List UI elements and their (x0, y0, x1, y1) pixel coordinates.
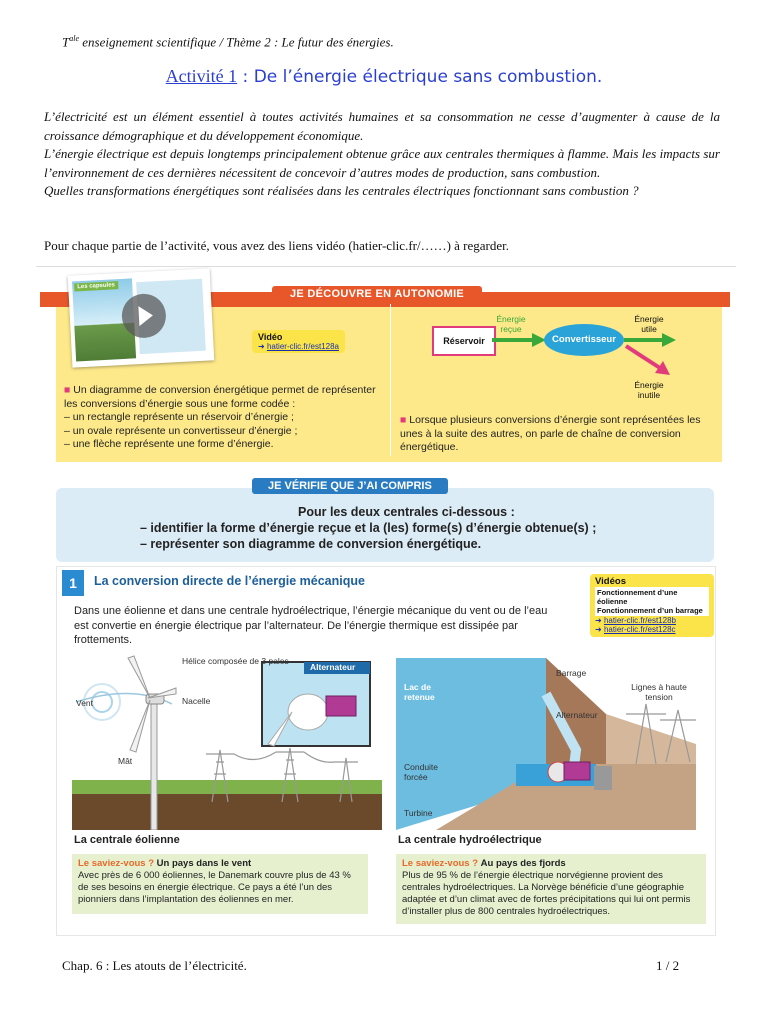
panel-divider (390, 304, 391, 456)
page-title: Activité 1 : De l’énergie électrique sans combustion. (165, 66, 603, 87)
caption-hydro: La centrale hydroélectrique (398, 834, 542, 846)
intro-text: L’électricité est un élément essentiel à toutes activités humaines et sa consommation ne cesse d’augmenter à cause de la croissance démographique et du développement économique. L’énergie électrique est depuis longtemps principalement obtenue grâce aux centrales thermiques à flamme. Mais les impacts sur l’environnement de ces dernières nécessitent de concevoir d’autres modes de production, sans combustion. Quelles transformations énergétiques sont réalisées dans les centrales électriques fonctionnant sans combustion ? (44, 109, 720, 198)
verifie-text: Pour les deux centrales ci-dessous : – identifier la forme d’énergie reçue et la (les) forme(s) d’énergie obtenue(s) ; – représenter son diagramme de conversion énergétique. (140, 505, 597, 551)
decouvre-left-text: ■ Un diagramme de conversion énergétique permet de représenter les conversions d’énergie sous une forme codée : – un rectangle représente un réservoir d’énergie ; – un ovale représente un convertisseur d’énergie ; – une flèche représente une forme d’énergie. (64, 384, 376, 450)
box-wind: Le saviez-vous ? Un pays dans le vent Avec près de 6 000 éoliennes, le Danemark couvre plus de 43 % de ses besoins en énergie électrique. Ce pays a été l’un des pionniers dans l’implantation des éoliennes en mer. (72, 854, 368, 914)
verifie-banner: JE VÉRIFIE QUE J’AI COMPRIS (252, 478, 448, 494)
decouvre-right-text: ■ Lorsque plusieurs conversions d’énergie sont représentées les unes à la suite des autres, on parle de chaîne de conversion énergétique. (400, 414, 701, 453)
barrage-label: Barrage (556, 668, 587, 678)
vent-label: Vent (76, 698, 94, 708)
useful-label: Énergie utile (634, 314, 664, 334)
nacelle-label: Nacelle (182, 696, 211, 706)
lignes-label: Lignes à haute tension (631, 682, 687, 702)
video-link-est128a[interactable]: hatier-clic.fr/est128a (266, 342, 339, 351)
turbine-label: Turbine (404, 808, 433, 818)
hydro-plant-illustration (396, 654, 706, 830)
page-header: $T^{ale}$ enseignement scientifique / Thème 2 : Le futur des énergies. (62, 34, 394, 50)
helice-label: Hélice composée de 3 pales (182, 656, 289, 666)
thumbnail-label: Les capsules (74, 281, 118, 291)
video-note: Pour chaque partie de l’activité, vous avez des liens vidéo (hatier-clic.fr/……) à regarder. (44, 238, 510, 253)
reservoir-box: Réservoir (432, 326, 496, 356)
decouvre-banner: JE DÉCOUVRE EN AUTONOMIE (272, 286, 482, 302)
activity-link[interactable]: Activité 1 (165, 66, 238, 86)
video-link-est128b[interactable]: hatier-clic.fr/est128b (603, 616, 676, 625)
converter-oval: Convertisseur (544, 324, 624, 356)
divider (36, 266, 736, 267)
useful-useless-arrows (622, 326, 682, 382)
section1-text: Dans une éolienne et dans une centrale hydroélectrique, l’énergie mécanique du vent ou de l’eau est convertie en énergie électrique par l’alternateur. De l’énergie thermique est dissipée par frottements. (74, 605, 548, 646)
footer-left: Chap. 6 : Les atouts de l’électricité. (62, 958, 247, 973)
videos-tag: Vidéos Fonctionnement d’une éolienne Fonctionnement d’un barrage ➜ hatier-clic.fr/est128b ➜ hatier-clic.fr/est128c (590, 574, 714, 637)
received-label: Énergie reçue (496, 314, 526, 334)
box-hydro: Le saviez-vous ? Au pays des fjords Plus de 95 % de l’énergie électrique norvégienne provient des centrales hydroélectriques. La Norvège bénéficie d’une géographie adaptée et d’un climat avec de fortes précipitations qui lui ont permis d’installer plus de 800 centrales hydroélectriques. (396, 854, 706, 924)
wind-turbine-illustration (72, 654, 382, 830)
alternateur-hydro-label: Alternateur (556, 710, 598, 720)
section-title: La conversion directe de l’énergie mécanique (94, 574, 365, 588)
mat-label: Mât (118, 756, 133, 766)
page-number: 1 / 2 (656, 958, 680, 973)
video-thumbnail[interactable] (68, 268, 215, 367)
section-number: 1 (62, 570, 84, 596)
caption-wind: La centrale éolienne (74, 834, 180, 846)
alternateur-wind-label: Alternateur (310, 662, 356, 672)
video-tag: Vidéo ➜ hatier-clic.fr/est128a (252, 330, 345, 353)
video-link-est128c[interactable]: hatier-clic.fr/est128c (603, 625, 676, 634)
useless-label: Énergie inutile (634, 380, 664, 400)
lac-label: Lac de retenue (404, 682, 435, 702)
conduite-label: Conduite forcée (404, 762, 439, 782)
